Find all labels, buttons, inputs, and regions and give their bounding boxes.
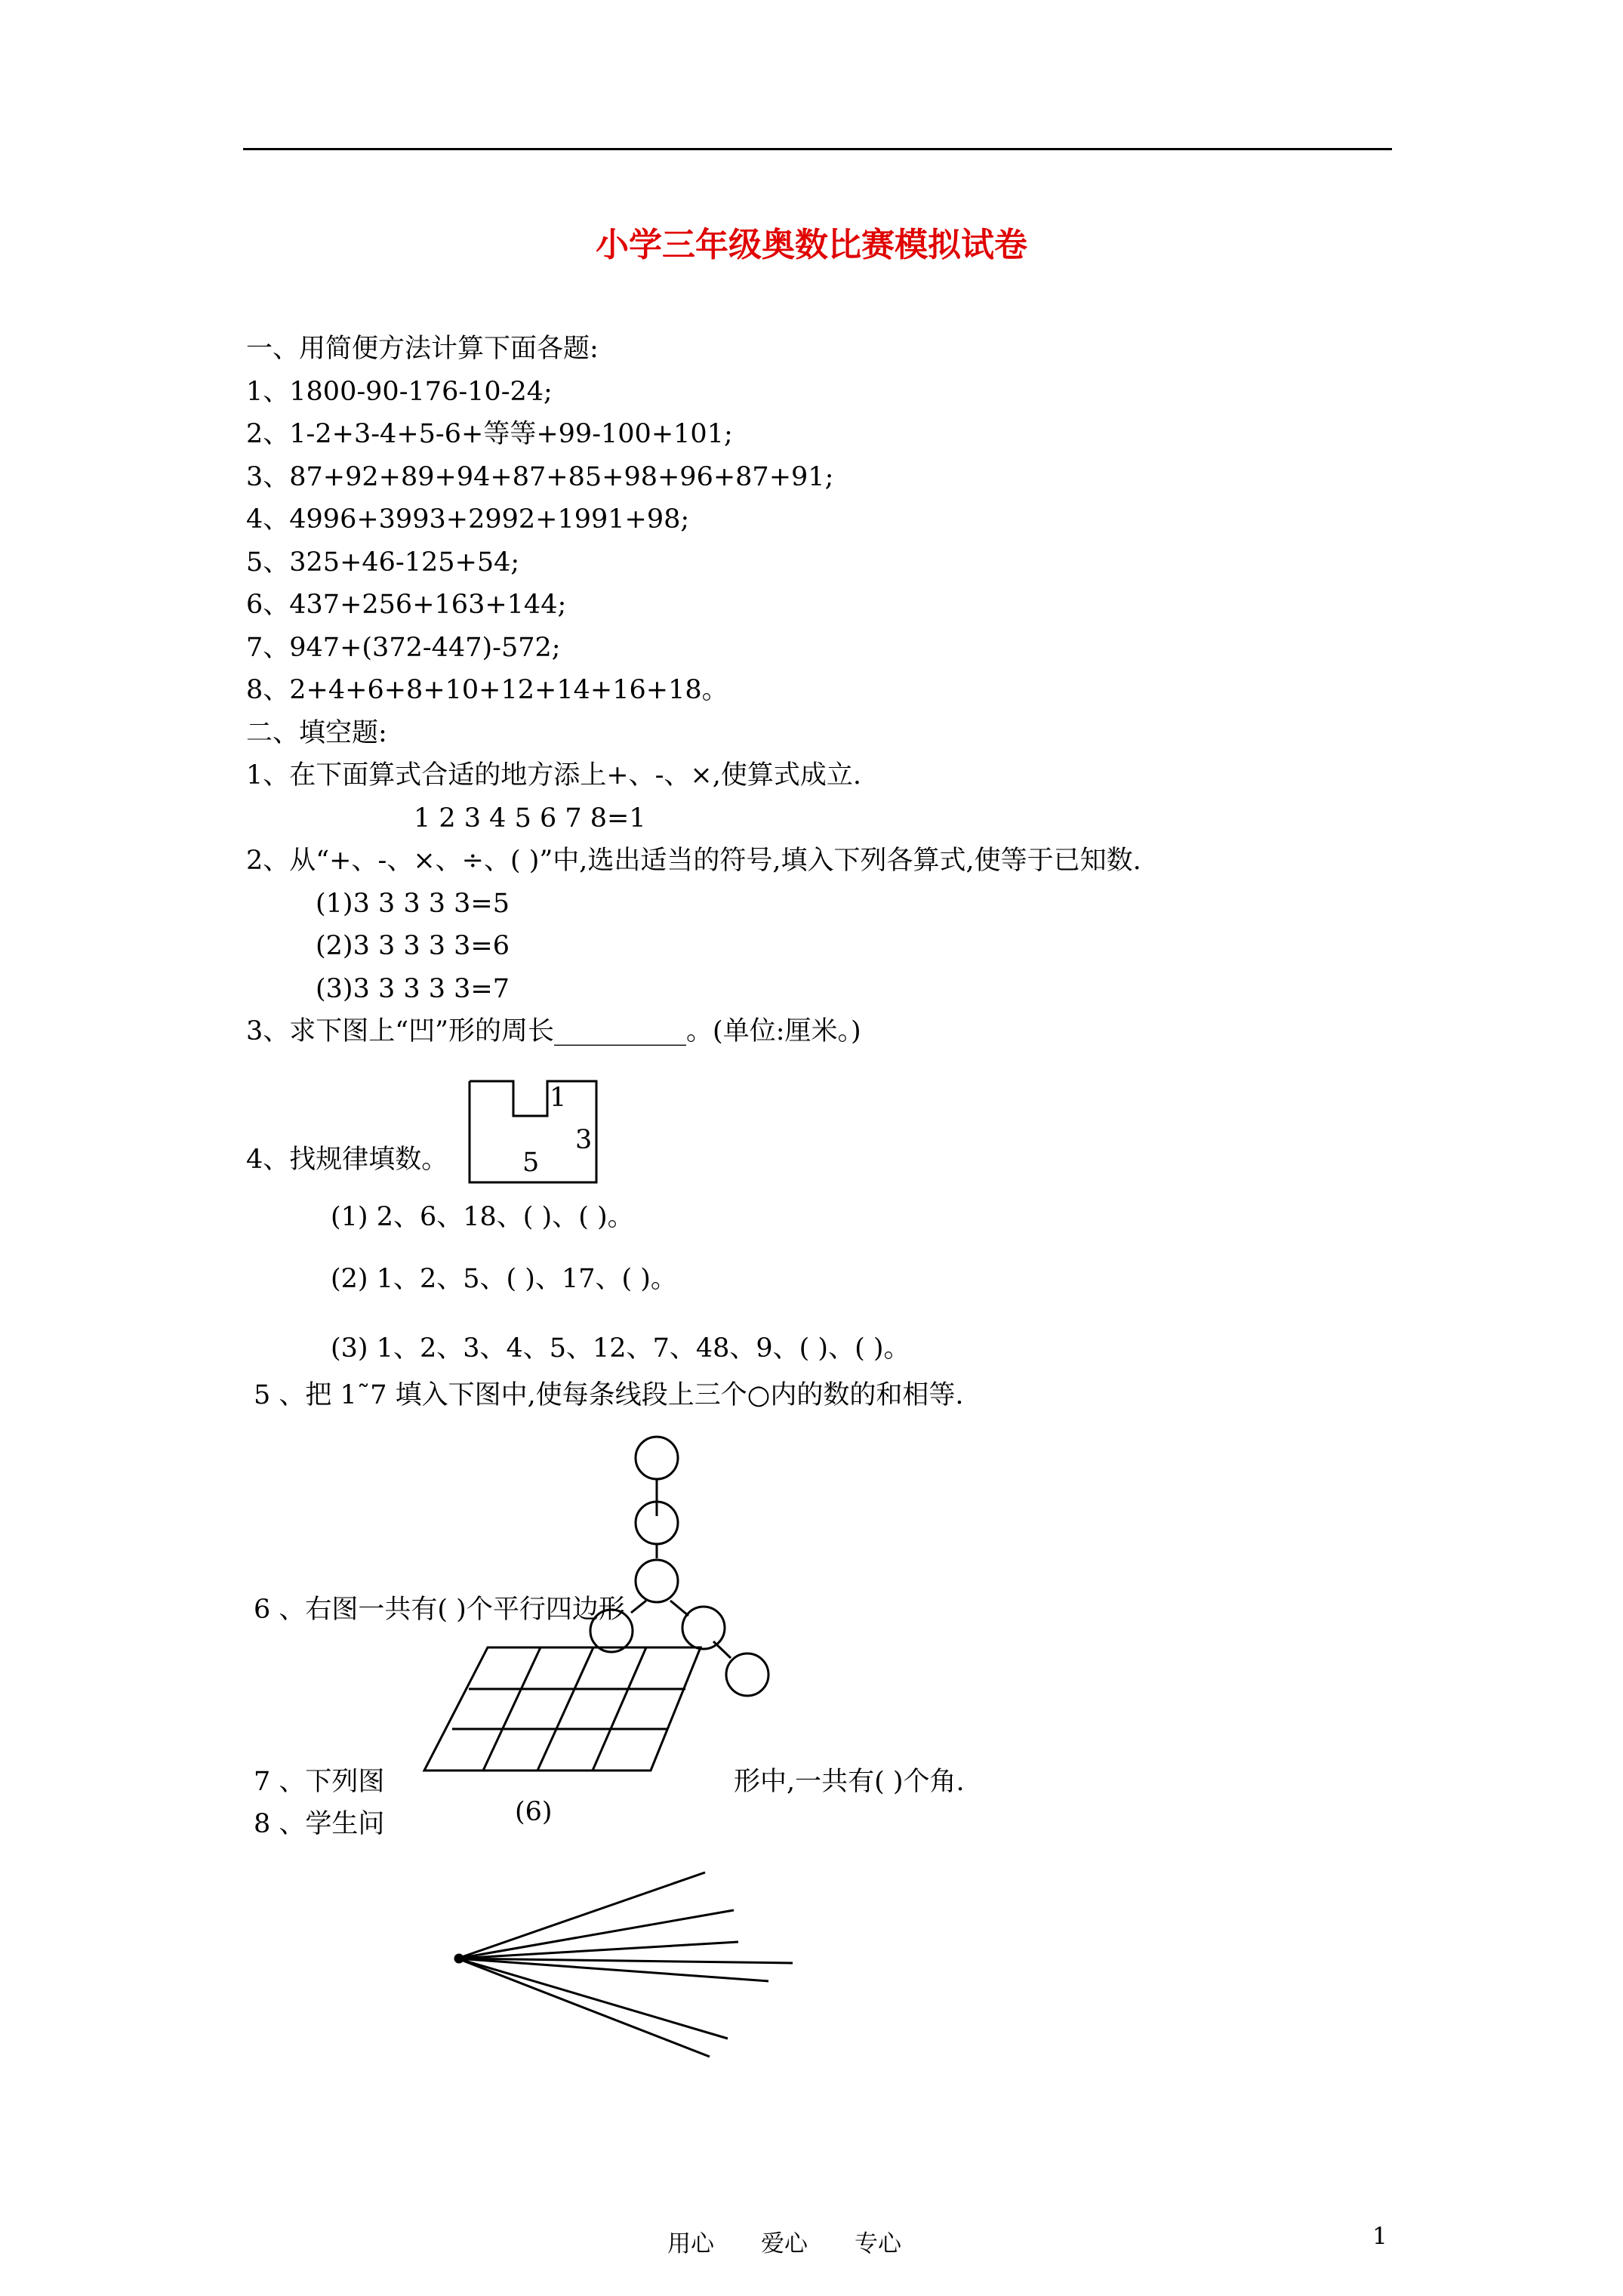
question-2-item: (2)3 3 3 3 3=6: [316, 931, 510, 961]
section1-item: 8、2+4+6+8+10+12+14+16+18。: [246, 675, 728, 705]
parallelogram-grid: [424, 1647, 701, 1771]
section1-item: 3、87+92+89+94+87+85+98+96+87+91;: [246, 462, 834, 492]
question-6: 6 、右图一共有( )个平行四边形: [254, 1595, 625, 1625]
question-3: 3、求下图上“凹”形的周长__________。(单位:厘米。): [246, 1016, 861, 1046]
section1-item: 4、4996+3993+2992+1991+98;: [246, 504, 690, 535]
question-8: 8 、学生问: [254, 1809, 385, 1839]
question-4-item: (2) 1、2、5、( )、17、( )。: [331, 1264, 677, 1294]
question-7-right: 形中,一共有( )个角.: [734, 1767, 965, 1797]
concave-shape: [470, 1081, 596, 1182]
circle-node: [726, 1653, 768, 1696]
section1-item: 2、1-2+3-4+5-6+等等+99-100+101;: [246, 419, 733, 449]
page-number: 1: [1372, 2223, 1387, 2250]
circle-node: [590, 1610, 633, 1652]
figure-6-label: (6): [515, 1797, 553, 1827]
shape-label-top: 1: [550, 1083, 567, 1113]
section1-item: 1、1800-90-176-10-24;: [246, 377, 553, 407]
circle-tree-diagram: [590, 1437, 768, 1696]
question-4-item: (1) 2、6、18、( )、( )。: [331, 1202, 634, 1232]
section1-item: 7、947+(372-447)-572;: [246, 633, 561, 663]
section1-item: 5、325+46-125+54;: [246, 547, 520, 578]
question-4-item: (3) 1、2、3、4、5、12、7、48、9、( )、( )。: [331, 1333, 910, 1364]
section1-heading: 一、用简便方法计算下面各题:: [246, 334, 599, 364]
shape-label-bottom: 5: [522, 1148, 540, 1178]
question-1: 1、在下面算式合适的地方添上+、-、×,使算式成立.: [246, 760, 861, 791]
footer-text: 用心 爱心 专心: [667, 2230, 901, 2257]
angle-rays-diagram: [455, 1872, 793, 2057]
question-1-expression: 1 2 3 4 5 6 7 8=1: [414, 803, 646, 834]
question-2-item: (1)3 3 3 3 3=5: [316, 889, 510, 919]
circle-node: [636, 1437, 678, 1479]
question-7-left: 7 、下列图: [254, 1767, 385, 1797]
circle-node: [682, 1607, 725, 1649]
question-5: 5 、把 1˜7 填入下图中,使每条线段上三个○内的数的和相等.: [254, 1380, 964, 1410]
page-title: 小学三年级奥数比赛模拟试卷: [596, 226, 1027, 264]
section2-heading: 二、填空题:: [246, 718, 387, 748]
circle-node: [636, 1560, 678, 1602]
question-2: 2、从“+、-、×、÷、( )”中,选出适当的符号,填入下列各算式,使等于已知数.: [246, 846, 1141, 876]
question-4: 4、找规律填数。: [246, 1145, 448, 1175]
shape-label-right: 3: [575, 1125, 593, 1155]
section1-item: 6、437+256+163+144;: [246, 590, 567, 620]
question-2-item: (3)3 3 3 3 3=7: [316, 974, 510, 1004]
